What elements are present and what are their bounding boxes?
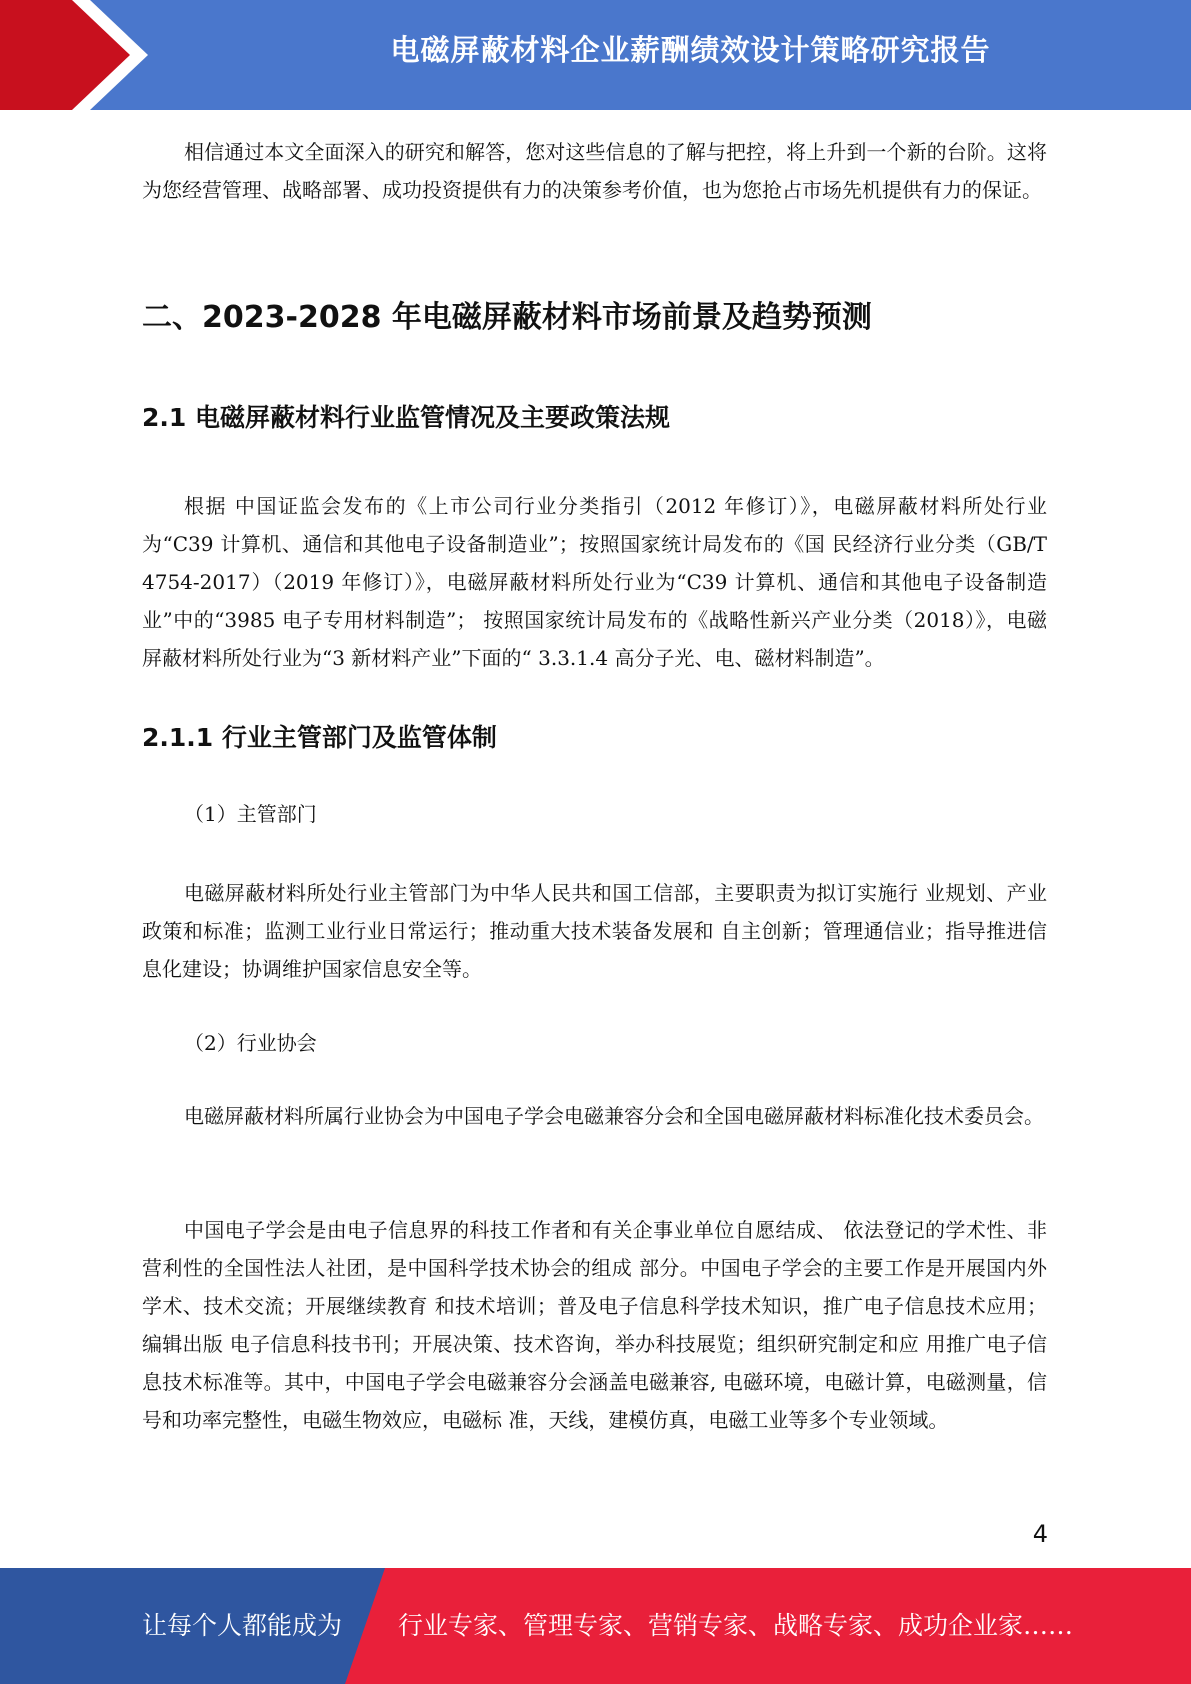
header-chevron-icon: [0, 0, 200, 110]
footer-slogan-left: 让每个人都能成为: [142, 1611, 343, 1640]
subsection-paragraph: 根据 中国证监会发布的《上市公司行业分类指引（2012 年修订）》，电磁屏蔽材料所处行业为“C39 计算机、通信和其他电子设备制造业”；按照国家统计局发布的《国 民经济行业分类（GB/T 4754-2017）（2019 年修订）》，电磁屏蔽材料所处行业为“C39 计算机、通信和其他电子设备制造业”中的“3985 电子专用材料制造”； 按照国家统计局发布的《战略性新兴产业分类（2018）》，电磁屏蔽材料所处行业为“3 新材料产业”下面的“ 3.3.1.4 高分子光、电、磁材料制造”。: [142, 494, 1047, 670]
page-number: 4: [1032, 1520, 1048, 1548]
intro-paragraph: 相信通过本文全面深入的研究和解答，您对这些信息的了解与把控，将上升到一个新的台阶。这将为您经营管理、战略部署、成功投资提供有力的决策参考价值，也为您抢占市场先机提供有力的保证。: [142, 140, 1047, 202]
item1-paragraph: 电磁屏蔽材料所处行业主管部门为中华人民共和国工信部，主要职责为拟订实施行 业规划、产业政策和标准；监测工业行业日常运行；推动重大技术装备发展和 自主创新；管理通信业；指导推进信息化建设；协调维护国家信息安全等。: [142, 881, 1047, 981]
item2-label: （2）行业协会: [184, 1031, 317, 1055]
section-title: 二、2023-2028 年电磁屏蔽材料市场前景及趋势预测: [142, 300, 872, 335]
page-footer: [0, 1568, 1191, 1684]
footer-slogan-right: 行业专家、管理专家、营销专家、战略专家、成功企业家……: [398, 1611, 1074, 1640]
page-header: [0, 0, 1191, 110]
item2-paragraph-detail: 中国电子学会是由电子信息界的科技工作者和有关企事业单位自愿结成、 依法登记的学术性、非营利性的全国性法人社团，是中国科学技术协会的组成 部分。中国电子学会的主要工作是开展国内外学术、技术交流；开展继续教育 和技术培训；普及电子信息科学技术知识，推广电子信息技术应用；编辑出版 电子信息科技书刊；开展决策、技术咨询，举办科技展览；组织研究制定和应 用推广电子信息技术标准等。其中，中国电子学会电磁兼容分会涵盖电磁兼容, 电磁环境，电磁计算，电磁测量，信号和功率完整性，电磁生物效应，电磁标 准，天线，建模仿真，电磁工业等多个专业领域。: [142, 1218, 1047, 1432]
item2-paragraph: 电磁屏蔽材料所属行业协会为中国电子学会电磁兼容分会和全国电磁屏蔽材料标准化技术委员会。: [184, 1104, 1044, 1128]
subsection-title: 2.1 电磁屏蔽材料行业监管情况及主要政策法规: [142, 403, 670, 432]
header-title: 电磁屏蔽材料企业薪酬绩效设计策略研究报告: [390, 33, 991, 67]
item1-label: （1）主管部门: [184, 802, 317, 826]
subsubsection-title: 2.1.1 行业主管部门及监管体制: [142, 723, 497, 752]
